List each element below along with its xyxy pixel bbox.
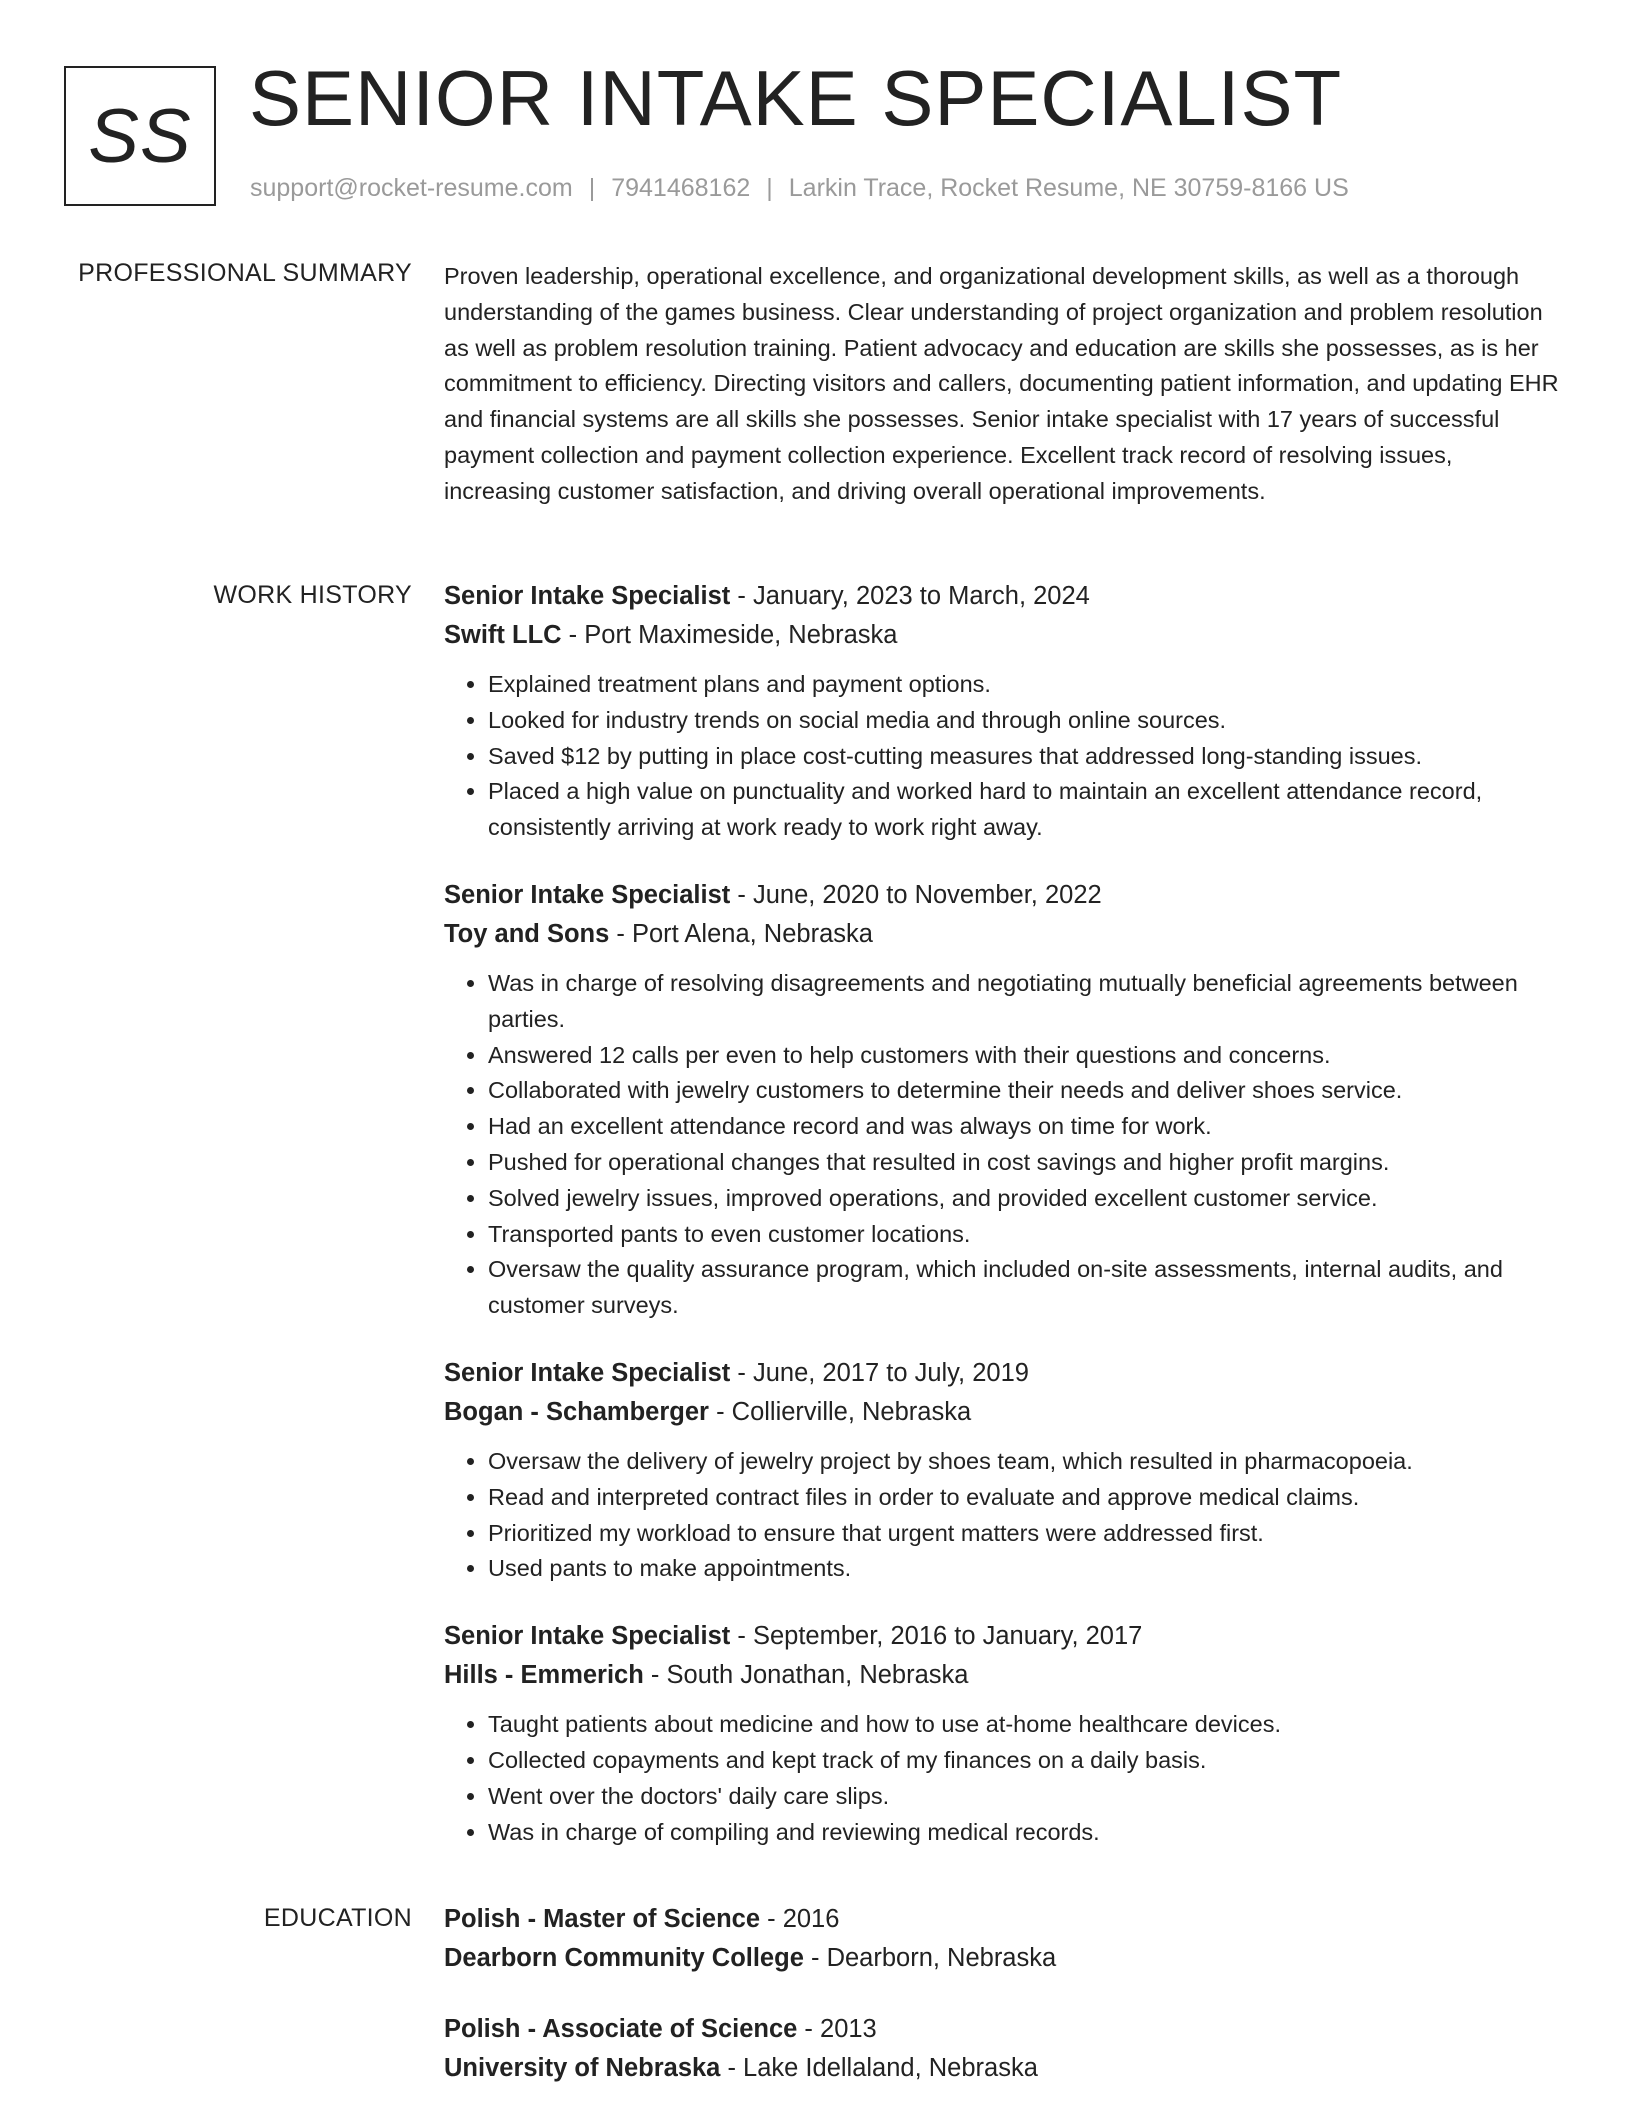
job-dates: June, 2020 to November, 2022: [752, 880, 1102, 909]
work-history-section-label: WORK HISTORY: [213, 581, 412, 609]
job-location: Port Maximeside, Nebraska: [584, 621, 898, 649]
job-bullet: • Read and interpreted contract files in order to evaluate and approve medical claims.: [488, 1480, 1562, 1516]
dash: -: [730, 880, 753, 909]
education-degree-line: [444, 2010, 1562, 2049]
job-location: Collierville, Nebraska: [731, 1397, 972, 1426]
job-bullet: • Placed a high value on punctuality and worked hard to maintain an excellent attendance record, consistently arriving at work ready to work right away.: [488, 774, 1562, 846]
contact-email: support@rocket-resume.com: [250, 174, 573, 202]
education-school-line: [444, 2049, 1562, 2088]
education-year: 2013: [820, 2015, 877, 2043]
contact-line: [250, 174, 1349, 203]
job-title-line: [444, 1354, 1562, 1393]
education-school: Dearborn Community College: [444, 1944, 804, 1972]
job-entry: [444, 1617, 1562, 1850]
job-bullets: [444, 1444, 1562, 1587]
job-company-line: [444, 616, 1562, 655]
job-bullet: • Used pants to make appointments.: [488, 1551, 1562, 1587]
job-bullet: • Transported pants to even customer locations.: [488, 1217, 1562, 1253]
contact-phone: 7941468162: [611, 174, 751, 202]
job-location: Port Alena, Nebraska: [631, 919, 873, 948]
education-location: Dearborn, Nebraska: [826, 1944, 1057, 1972]
initials-monogram: SS: [64, 66, 216, 206]
job-bullets: [444, 966, 1562, 1324]
job-title: Senior Intake Specialist: [444, 1358, 731, 1387]
contact-separator: |: [766, 174, 773, 202]
job-bullet: • Oversaw the quality assurance program, which included on-site assessments, internal audits, and customer surveys.: [488, 1252, 1562, 1324]
job-bullets: [444, 667, 1562, 846]
job-bullet: • Collaborated with jewelry customers to determine their needs and deliver shoes service.: [488, 1073, 1562, 1109]
job-bullet: • Had an excellent attendance record and was always on time for work.: [488, 1109, 1562, 1145]
education-year: 2016: [782, 1905, 840, 1933]
education-location: Lake Idellaland, Nebraska: [743, 2054, 1038, 2082]
job-bullet: • Saved $12 by putting in place cost-cutting measures that addressed long-standing issues.: [488, 739, 1562, 775]
summary-section-label: PROFESSIONAL SUMMARY: [78, 259, 412, 287]
job-location: South Jonathan, Nebraska: [666, 1661, 969, 1690]
job-title-line: [444, 1617, 1562, 1656]
education-degree-line: [444, 1900, 1562, 1939]
dash: -: [797, 2015, 821, 2043]
dash: -: [730, 1622, 753, 1651]
job-company-line: [444, 1393, 1562, 1432]
education-degree: Polish - Associate of Science: [444, 2015, 798, 2043]
summary-body: [444, 259, 1562, 510]
contact-address: Larkin Trace, Rocket Resume, NE 30759-8166 US: [788, 174, 1349, 202]
job-bullet: • Pushed for operational changes that resulted in cost savings and higher profit margins.: [488, 1145, 1562, 1181]
job-title: Senior Intake Specialist: [444, 1622, 731, 1651]
dash: -: [760, 1905, 783, 1933]
job-bullet: • Collected copayments and kept track of my finances on a daily basis.: [488, 1743, 1562, 1779]
job-bullet: • Prioritized my workload to ensure that urgent matters were addressed first.: [488, 1516, 1562, 1552]
job-company-line: [444, 915, 1562, 954]
job-title-line: [444, 876, 1562, 915]
resume-name-title: SENIOR INTAKE SPECIALIST: [249, 54, 1343, 142]
job-entry: [444, 1354, 1562, 1587]
education-degree: Polish - Master of Science: [444, 1905, 761, 1933]
education-entry: [444, 1900, 1562, 1978]
job-company: Toy and Sons: [444, 919, 610, 948]
job-bullet: • Looked for industry trends on social media and through online sources.: [488, 703, 1562, 739]
job-bullet: • Went over the doctors' daily care slips.: [488, 1779, 1562, 1815]
job-company: Hills - Emmerich: [444, 1661, 644, 1690]
summary-text: Proven leadership, operational excellence, and organizational development skills, as well as a thorough understanding of the games business. Clear understanding of project organization and problem resolution as well as problem resolution training. Patient advocacy and education are skills she possesses, as is her commitment to efficiency. Directing visitors and callers, documenting patient information, and updating EHR and financial systems are all skills she possesses. Senior intake specialist with 17 years of successful payment collection and payment collection experience. Excellent track record of resolving issues, increasing customer satisfaction, and driving overall operational improvements.: [444, 263, 1559, 504]
job-title: Senior Intake Specialist: [444, 582, 731, 610]
dash: -: [730, 1358, 753, 1387]
job-bullet: • Explained treatment plans and payment options.: [488, 667, 1562, 703]
dash: -: [561, 621, 585, 649]
job-title-line: [444, 577, 1562, 616]
job-company: Bogan - Schamberger: [444, 1397, 709, 1426]
job-bullet: • Was in charge of resolving disagreements and negotiating mutually beneficial agreements between parties.: [488, 966, 1562, 1038]
contact-separator: |: [588, 174, 596, 202]
work-history-body: [444, 577, 1562, 1880]
job-bullet: • Solved jewelry issues, improved operations, and provided excellent customer service.: [488, 1181, 1562, 1217]
education-school: University of Nebraska: [444, 2054, 721, 2082]
job-bullet: • Was in charge of compiling and reviewing medical records.: [488, 1815, 1562, 1851]
education-section-label: EDUCATION: [263, 1904, 412, 1932]
education-entry: [444, 2010, 1562, 2088]
job-bullet: • Oversaw the delivery of jewelry project by shoes team, which resulted in pharmacopoeia.: [488, 1444, 1562, 1480]
education-body: [444, 1900, 1562, 2120]
job-bullet: • Taught patients about medicine and how to use at-home healthcare devices.: [488, 1707, 1562, 1743]
job-title: Senior Intake Specialist: [444, 880, 731, 909]
job-bullet: • Answered 12 calls per even to help customers with their questions and concerns.: [488, 1038, 1562, 1074]
dash: -: [708, 1397, 732, 1426]
job-entry: [444, 876, 1562, 1324]
job-company: Swift LLC: [444, 621, 562, 649]
job-dates: September, 2016 to January, 2017: [752, 1622, 1143, 1651]
job-dates: January, 2023 to March, 2024: [752, 582, 1090, 610]
dash: -: [730, 582, 753, 610]
job-dates: June, 2017 to July, 2019: [752, 1358, 1029, 1387]
job-bullets: [444, 1707, 1562, 1850]
job-entry: [444, 577, 1562, 846]
dash: -: [720, 2054, 744, 2082]
dash: -: [643, 1661, 667, 1690]
dash: -: [803, 1944, 827, 1972]
dash: -: [609, 919, 632, 948]
education-school-line: [444, 1939, 1562, 1978]
job-company-line: [444, 1656, 1562, 1695]
